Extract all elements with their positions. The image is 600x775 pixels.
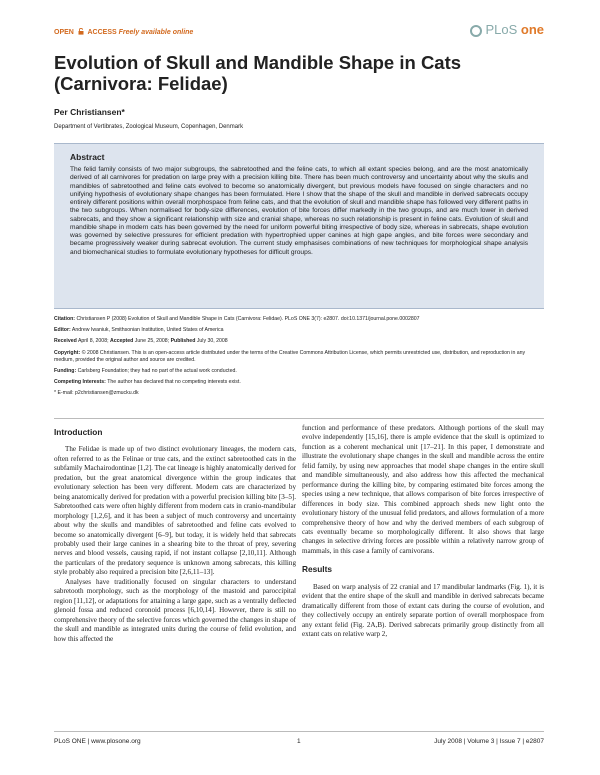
introduction-continued-paragraph: function and performance of these predators. Although portions of the skull may evolve independently [15,16], there is ample evidence that the skull is optimized to function as a coherent mechanical unit [17–21]. In this paper, I demonstrate and illustrate the evolutionary shape changes in the skull and mandible across the entire felid family, by using new approaches that model shape changes in the entire skull and mandible simultaneously, and also address how this affected the mechanical performance during the killing bite, by comparing estimated bite forces among the species using a new technique, that allows comparison of bite forces irrespective of differences in body size. This combined approach sheds new light onto the evolutionary history of the unusual felid predators, and allows formulation of a more comprehensive theory of how and why the derived members of each subgroup of cats eventually became so morphologically different. It also shows that large changes in selective driving forces are possible within a relatively narrow group of mammals, in this case a family of carnivorans. — [302, 424, 544, 555]
open-label: OPEN — [54, 29, 74, 36]
citation-label: Citation: — [54, 316, 76, 322]
open-lock-icon — [78, 28, 84, 35]
right-column — [302, 424, 544, 640]
editor-label: Editor: — [54, 327, 71, 334]
competing-interests-row — [54, 379, 544, 386]
funding-text: Carlsberg Foundation; they had no part of the actual work conducted. — [77, 368, 237, 375]
introduction-heading: Introduction — [54, 427, 103, 437]
email-row — [54, 390, 544, 397]
page-number: 1 — [297, 738, 301, 745]
footer-journal: PLoS ONE | www.plosone.org — [54, 738, 141, 745]
copyright-label: Copyright: — [54, 349, 81, 356]
abstract-text: The felid family consists of two major subgroups, the sabretoothed and the feline cats, to which all extant species belong, and are the most anatomically derived of all carnivores for predation on large prey with a precision killing bite. There has been much controversy and uncertainty about why the skulls and mandibles of sabretoothed and feline cats evolved to become so anatomically divergent, but previous models have focused on single characters and no unifying hypothesis of evolutionary shape changes has been formulated. Here I show that the shape of the skull and mandible in derived sabrecats occupy entirely different positions within overall morphospace from feline cats, and that the evolution of skull and mandible shape has followed very different paths in the two subgroups. When normalised for body-size differences, evolution of bite forces differ markedly in the two groups, and are much lower in derived sabrecats, and they show a significant relationship with size and cranial shape, whereas no such relationship is present in feline cats. Evolution of skull and mandible shape in modern cats has been governed by the need for uniform powerful biting irrespective of body size, whereas in sabrecats, shape evolution was governed by selective pressures for efficient predation with hypertrophied upper canines at high gape angles, and bite forces were secondary and became progressively weaker during sabrecat evolution. The current study emphasises combinations of new techniques for morphological shape analysis and biomechanical studies to formulate evolutionary hypotheses for difficult groups. — [70, 166, 528, 256]
received-date: April 8, 2008; — [77, 338, 109, 345]
copyright-row — [54, 350, 544, 364]
abstract-box — [54, 143, 544, 309]
footer-issue: July 2008 | Volume 3 | Issue 7 | e2807 — [434, 738, 544, 745]
author-email: * E-mail: p2christiansen@zmucku.dk — [54, 390, 139, 397]
funding-row — [54, 368, 544, 375]
article-title: Evolution of Skull and Mandible Shape in Cats (Carnivora: Felidae) — [54, 52, 462, 94]
author-name: Per Christiansen* — [54, 107, 125, 117]
published-date: July 30, 2008 — [196, 338, 228, 345]
freely-available-label: Freely available online — [118, 29, 194, 36]
introduction-paragraph-1: The Felidae is made up of two distinct evolutionary lineages, the modern cats, often referred to as the Felinae or true cats, and the extinct sabretoothed cats in the subfamily Machairodontinae [1,2]. The cat lineage is highly anatomically derived for predation, but the great anatomical divergence within the group indicates that evolutionary selection has been very different. Modern cats are characterized by being anatomically derived for predation with a powerful precision killing bite [3–5]. Sabretoothed cats were often highly different from modern cats in cranio-mandibular morphology [1,2,6], and it has been a subject of much controversy and uncertainty about why the skulls and mandibles of sabretoothed and feline cats evolved to become so anatomically divergent [6–9], but today, it is widely held that sabrecats probably used their large canines in a shearing bite to the throat of prey, severing nerves and blood vessels, causing rapid, if not instant collapse [2,10,11]. Although the particulars of the predatory sequence is unknown among sabrecats, this killing style probably also required a precision bite [2,6,11–13]. — [54, 445, 296, 577]
received-label: Received — [54, 338, 77, 345]
competing-interests-label: Competing Interests: — [54, 379, 106, 386]
one-logo-text: one — [520, 22, 544, 37]
accepted-label: Accepted — [109, 338, 134, 345]
results-paragraph-1: Based on warp analysis of 22 cranial and 17 mandibular landmarks (Fig. 1), it is evident that the entire shape of the skull and mandible in derived sabrecats became dramatically different from those of extant cats during the course of evolution, and they collectively occupy an entirely separate portion of overall morphospace from any extant felid (Fig. 2A,B). Derived sabrecats primarily group distinctly from all extant cats on relative warp 2, — [302, 582, 544, 639]
metadata-divider — [54, 418, 544, 419]
editor-text: Andrew Iwaniuk, Smithsonian Institution, United States of America — [71, 327, 224, 334]
left-column — [54, 424, 296, 644]
plos-one-logo — [470, 22, 544, 37]
funding-label: Funding: — [54, 368, 77, 375]
results-heading: Results — [302, 564, 332, 575]
citation-row — [54, 316, 544, 323]
access-label: ACCESS — [87, 29, 117, 36]
footer-divider — [54, 731, 544, 732]
competing-interests-text: The author has declared that no competing interests exist. — [107, 379, 241, 386]
plos-logo-text: PLoS — [485, 22, 518, 37]
journal-header — [54, 22, 544, 42]
published-label: Published — [170, 338, 196, 345]
plos-logo-icon — [470, 25, 482, 37]
citation-text: Christiansen P (2008) Evolution of Skull and Mandible Shape in Cats (Carnivora: Felidae). PLoS ONE 3(7): e2807. doi:10.1371/journal.pone.0002807 — [76, 316, 420, 322]
open-access-label — [54, 28, 193, 36]
accepted-date: June 25, 2008; — [134, 338, 170, 345]
author-affiliation: Department of Vertibrates, Zoological Museum, Copenhagen, Denmark — [54, 124, 244, 130]
introduction-paragraph-2: Analyses have traditionally focused on singular characters to understand sabretooth morphology, such as the morphology of the mastoid and paroccipital region [11,12], or adaptations for attaining a large gape, such as a ventrally deflected glenoid fossa and reduced coronoid process [6,10,14]. However, there is still no comprehensive theory of the selective forces which governed the changes in shape of the skull and mandible as integrated units during the course of felid evolution, and how this affected the — [54, 577, 296, 643]
editor-row — [54, 327, 544, 334]
copyright-text: © 2008 Christiansen. This is an open-access article distributed under the terms of the Creative Commons Attribution License, which permits unrestricted use, distribution, and reproduction in any medium, provided the original author and source are credited. — [54, 349, 526, 363]
abstract-heading: Abstract — [70, 152, 105, 162]
article-metadata — [54, 316, 544, 402]
dates-row — [54, 338, 544, 345]
